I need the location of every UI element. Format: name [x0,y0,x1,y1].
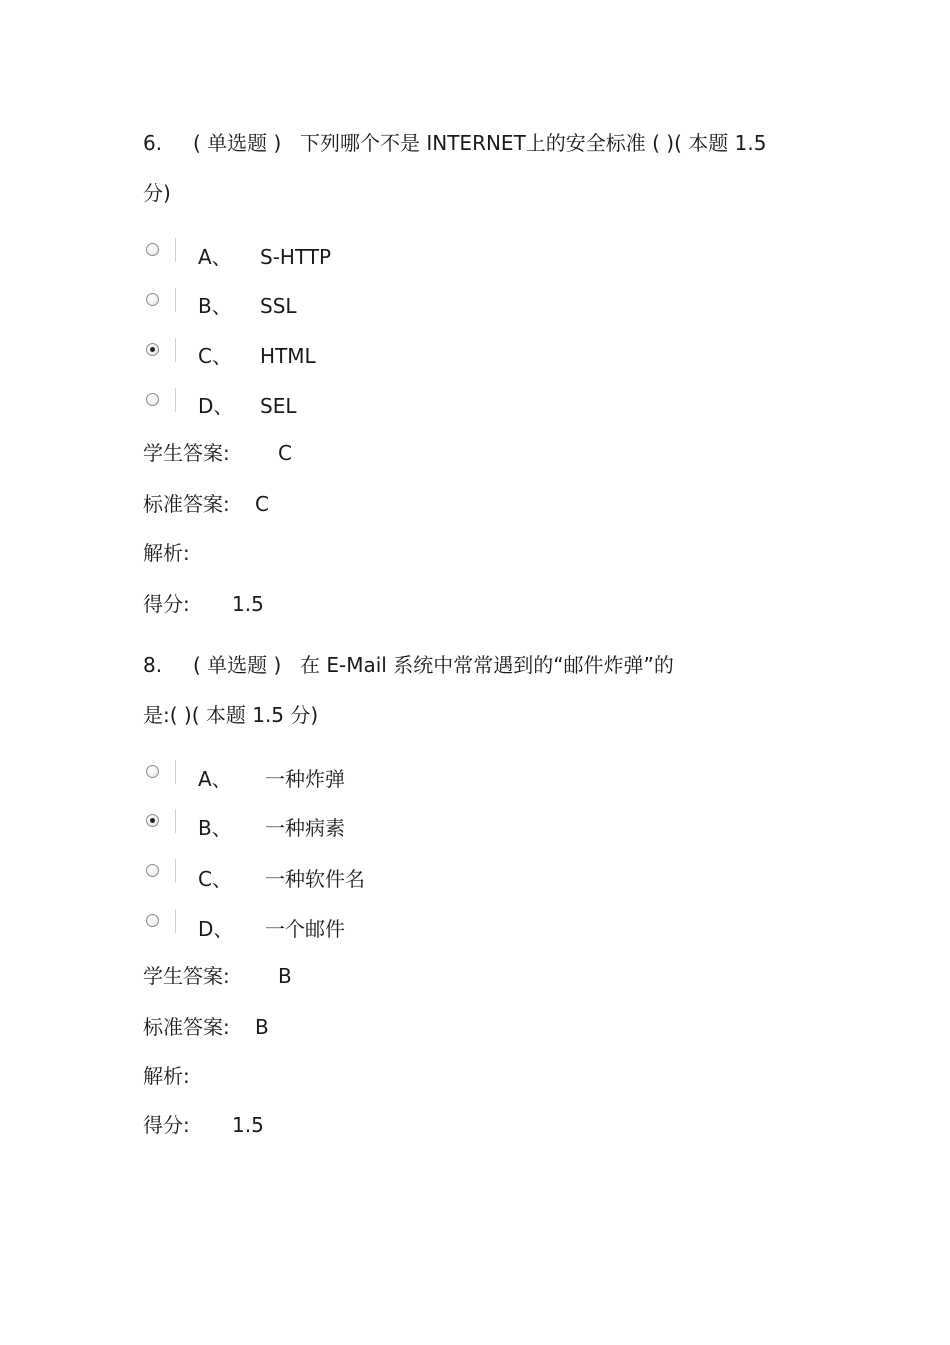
option-text: 一个邮件 [265,917,345,941]
radio-icon[interactable] [146,864,159,877]
option-text: SEL [260,394,297,418]
radio-selected-icon[interactable] [146,343,159,356]
score-value: 1.5 [232,592,264,616]
option-letter: A、 [198,245,232,269]
radio-divider [175,238,176,262]
radio-divider [175,760,176,784]
option-letter: B、 [198,816,232,840]
radio-divider [175,388,176,412]
score-label: 得分: [143,1113,190,1137]
analysis-label: 解析: [143,1064,190,1088]
radio-icon[interactable] [146,243,159,256]
radio-divider [175,288,176,312]
question-stem-continued: 是:( )( 本题 1.5 分) [143,703,319,727]
analysis-label: 解析: [143,541,190,565]
option-text: S-HTTP [260,245,332,269]
option-text: 一种炸弹 [265,767,345,791]
standard-answer-label: 标准答案: [143,1015,230,1039]
option-letter: C、 [198,344,232,368]
student-answer-label: 学生答案: [143,441,230,465]
radio-divider [175,809,176,833]
radio-icon[interactable] [146,765,159,778]
question-type: ( 单选题 ) [193,653,282,677]
standard-answer-value: B [255,1015,269,1039]
question-stem: 下列哪个不是 INTERNET上的安全标准 ( )( 本题 1.5 [300,131,767,155]
option-text: 一种病素 [265,816,345,840]
option-letter: D、 [198,917,234,941]
question-stem: 在 E-Mail 系统中常常遇到的“邮件炸弹”的 [300,653,674,677]
option-text: HTML [260,344,316,368]
radio-divider [175,338,176,362]
radio-divider [175,909,176,933]
option-letter: C、 [198,867,232,891]
option-letter: B、 [198,294,232,318]
score-value: 1.5 [232,1113,264,1137]
radio-selected-icon[interactable] [146,814,159,827]
option-text: SSL [260,294,297,318]
question-number: 8. [143,653,163,677]
student-answer-value: C [278,441,292,465]
radio-icon[interactable] [146,293,159,306]
option-letter: D、 [198,394,234,418]
student-answer-label: 学生答案: [143,964,230,988]
question-number: 6. [143,131,163,155]
student-answer-value: B [278,964,292,988]
option-letter: A、 [198,767,232,791]
score-label: 得分: [143,592,190,616]
standard-answer-value: C [255,492,269,516]
question-stem-continued: 分) [143,181,171,205]
question-type: ( 单选题 ) [193,131,282,155]
option-text: 一种软件名 [265,867,365,891]
radio-divider [175,859,176,883]
radio-icon[interactable] [146,393,159,406]
standard-answer-label: 标准答案: [143,492,230,516]
radio-icon[interactable] [146,914,159,927]
